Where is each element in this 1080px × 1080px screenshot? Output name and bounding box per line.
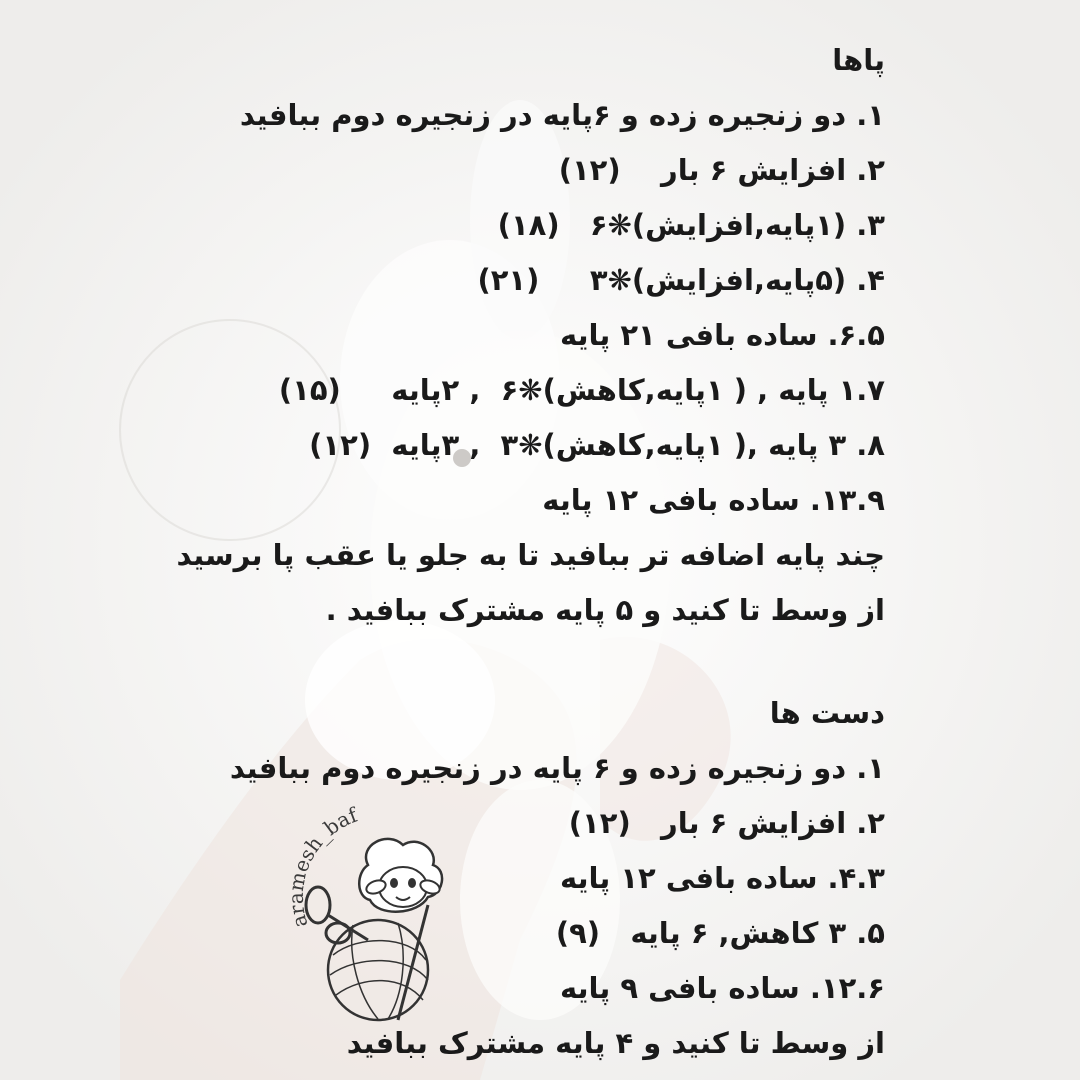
legs-step-8: ۸. ۳ پایه ,( ۱پایه,کاهش)❋۳ , ۳پایه (۱۲) bbox=[309, 428, 885, 462]
yarn-ball-icon bbox=[328, 920, 428, 1020]
arms-step-6-12: ۱۲.۶. ساده بافی ۹ پایه bbox=[559, 971, 885, 1005]
arms-step-1: ۱. دو زنجیره زده و ۶ پایه در زنجیره دوم ببافید bbox=[229, 751, 885, 785]
legs-section bbox=[25, 40, 885, 630]
legs-step-2: ۲. افزایش ۶ بار (۱۲) bbox=[558, 153, 885, 187]
legs-note-1: چند پایه اضافه تر ببافید تا به جلو یا عقب پا برسید bbox=[176, 538, 885, 572]
legs-step-9-13: ۱۳.۹. ساده بافی ۱۲ پایه bbox=[542, 483, 885, 517]
brand-name-text: aramesh_baf bbox=[283, 805, 361, 931]
legs-note-2: از وسط تا کنید و ۵ پایه مشترک ببافید . bbox=[325, 593, 885, 627]
legs-step-7: ۱.۷ پایه , ( ۱پایه,کاهش)❋۶ , ۲پایه (۱۵) bbox=[278, 373, 885, 407]
scissors-icon bbox=[306, 887, 368, 943]
arms-title: دست ها bbox=[769, 696, 885, 730]
legs-step-1: ۱. دو زنجیره زده و ۶پایه در زنجیره دوم ببافید bbox=[239, 98, 885, 132]
arms-step-2: ۲. افزایش ۶ بار (۱۲) bbox=[568, 806, 885, 840]
brand-logo bbox=[278, 805, 478, 1025]
legs-step-4: ۴. (۵پایه,افزایش)❋۳ (۲۱) bbox=[477, 263, 885, 297]
legs-title: پاها bbox=[832, 43, 885, 77]
legs-step-5-6: ۶.۵. ساده بافی ۲۱ پایه bbox=[559, 318, 885, 352]
arms-step-3-4: ۴.۳. ساده بافی ۱۲ پایه bbox=[559, 861, 885, 895]
arms-step-5: ۵. ۳ کاهش, ۶ پایه (۹) bbox=[555, 916, 885, 950]
sheep-icon bbox=[359, 839, 442, 912]
arms-note: از وسط تا کنید و ۴ پایه مشترک ببافید bbox=[346, 1026, 885, 1060]
legs-step-3: ۳. (۱پایه,افزایش)❋۶ (۱۸) bbox=[497, 208, 885, 242]
